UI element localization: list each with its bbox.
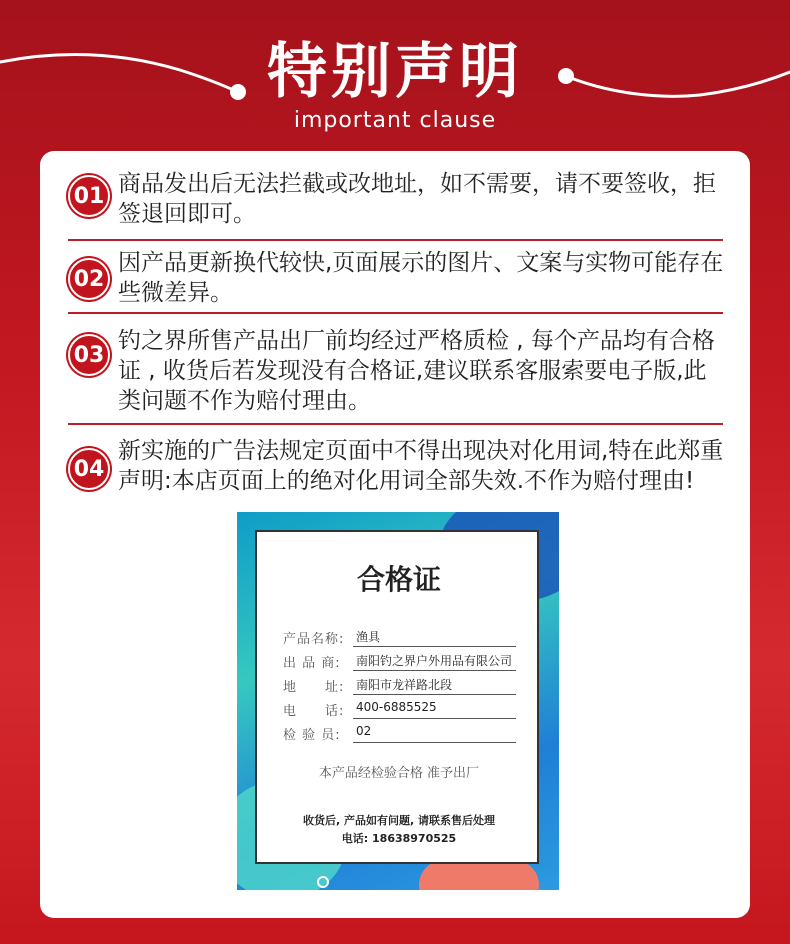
clause-number-badge: 01 [68, 175, 110, 217]
clause-item-4 [68, 434, 723, 500]
page-title: 特别声明 [267, 37, 523, 107]
row-label: 检 验 员: [283, 728, 341, 743]
clause-item-3 [68, 324, 723, 425]
row-label: 出 品 商: [283, 656, 341, 671]
certificate-row [283, 652, 523, 672]
header [0, 0, 790, 150]
row-value: 南阳市龙祥路北段 [353, 676, 516, 695]
clause-number-badge: 04 [68, 448, 110, 490]
certificate-pass-text: 本产品经检验合格 准予出厂 [318, 766, 480, 781]
decorative-shape [419, 860, 539, 890]
row-label: 电 话: [283, 704, 345, 719]
clause-card [40, 151, 750, 918]
certificate-row [283, 724, 523, 744]
row-value: 渔具 [353, 628, 516, 647]
certificate-phone: 电话: 18638970525 [341, 832, 457, 845]
clause-text: 新实施的广告法规定页面中不得出现决对化用词,特在此郑重声明:本店页面上的绝对化用词全部失效.不作为赔付理由! [118, 438, 724, 494]
certificate-row [283, 628, 523, 648]
row-label: 地 址: [283, 680, 345, 695]
certificate-image [237, 512, 559, 890]
certificate-notice: 收货后, 产品如有问题, 请联系售后处理 [302, 814, 495, 827]
clause-text: 钓之界所售产品出厂前均经过严格质检 , 每个产品均有合格证 , 收货后若发现没有合格证,建议联系客服索要电子版,此类问题不作为赔付理由。 [118, 328, 715, 414]
clause-text: 商品发出后无法拦截或改地址，如不需要，请不要签收，拒签退回即可。 [118, 171, 716, 227]
certificate-row [283, 676, 523, 696]
row-value: 02 [353, 724, 516, 743]
clause-number-badge: 02 [68, 258, 110, 300]
clause-number-badge: 03 [68, 334, 110, 376]
clause-item-2 [68, 246, 723, 314]
clause-item-1 [68, 165, 723, 241]
row-value: 400-6885525 [353, 700, 516, 719]
clause-text: 因产品更新换代较快,页面展示的图片、文案与实物可能存在些微差异。 [118, 250, 724, 306]
decorative-dot [317, 876, 329, 888]
page-subtitle: important clause [293, 108, 497, 133]
row-label: 产品名称: [283, 632, 345, 647]
certificate-sheet [255, 530, 539, 864]
certificate-title: 合格证 [356, 563, 441, 596]
certificate-row [283, 700, 523, 720]
row-value: 南阳钓之界户外用品有限公司 [353, 652, 516, 671]
